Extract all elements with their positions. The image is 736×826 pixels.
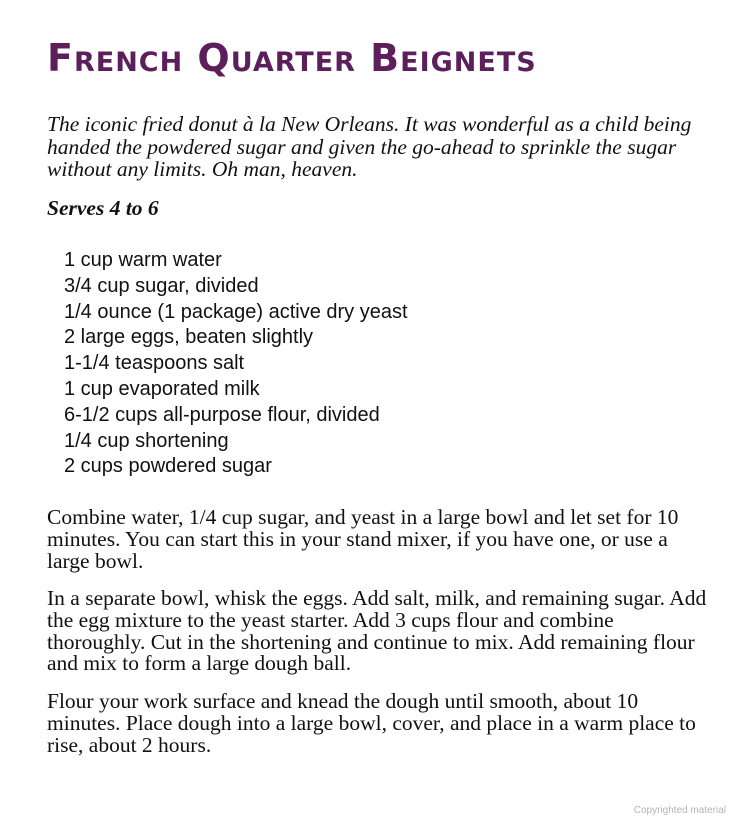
ingredient-item: 2 large eggs, beaten slightly — [64, 326, 314, 349]
instruction-step-2: In a separate bowl, whisk the eggs. Add salt, milk, and remaining sugar. Add the egg mixture to the yeast starter. Add 3 cups flour and combine thoroughly. Cut in the shortening and continue to mix. Add remaining flour and mix to form a large dough ball. — [47, 586, 707, 676]
ingredient-item: 1/4 cup shortening — [64, 429, 229, 452]
recipe-title: French Quarter Beignets — [47, 36, 537, 80]
copyright-watermark: Copyrighted material — [633, 805, 726, 816]
ingredient-item: 1-1/4 teaspoons salt — [64, 352, 245, 375]
ingredient-item: 1 cup warm water — [64, 249, 222, 271]
servings-label: Serves 4 to 6 — [47, 196, 159, 220]
ingredient-item: 2 cups powdered sugar — [64, 455, 272, 478]
ingredient-item: 1/4 ounce (1 package) active dry yeast — [64, 300, 408, 323]
ingredient-item: 3/4 cup sugar, divided — [64, 274, 259, 297]
ingredient-item: 1 cup evaporated milk — [64, 377, 260, 400]
instruction-step-3: Flour your work surface and knead the dough until smooth, about 10 minutes. Place dough into a large bowl, cover, and place in a warm place to rise, about 2 hours. — [47, 689, 696, 757]
ingredient-list — [64, 248, 408, 480]
ingredient-item: 6-1/2 cups all-purpose flour, divided — [64, 403, 380, 426]
recipe-intro: The iconic fried donut à la New Orleans. It was wonderful as a child being handed the powdered sugar and given the go-ahead to sprinkle the sugar without any limits. Oh man, heaven. — [47, 112, 692, 181]
instruction-step-1: Combine water, 1/4 cup sugar, and yeast in a large bowl and let set for 10 minutes. You can start this in your stand mixer, if you have one, or use a large bowl. — [47, 505, 679, 573]
